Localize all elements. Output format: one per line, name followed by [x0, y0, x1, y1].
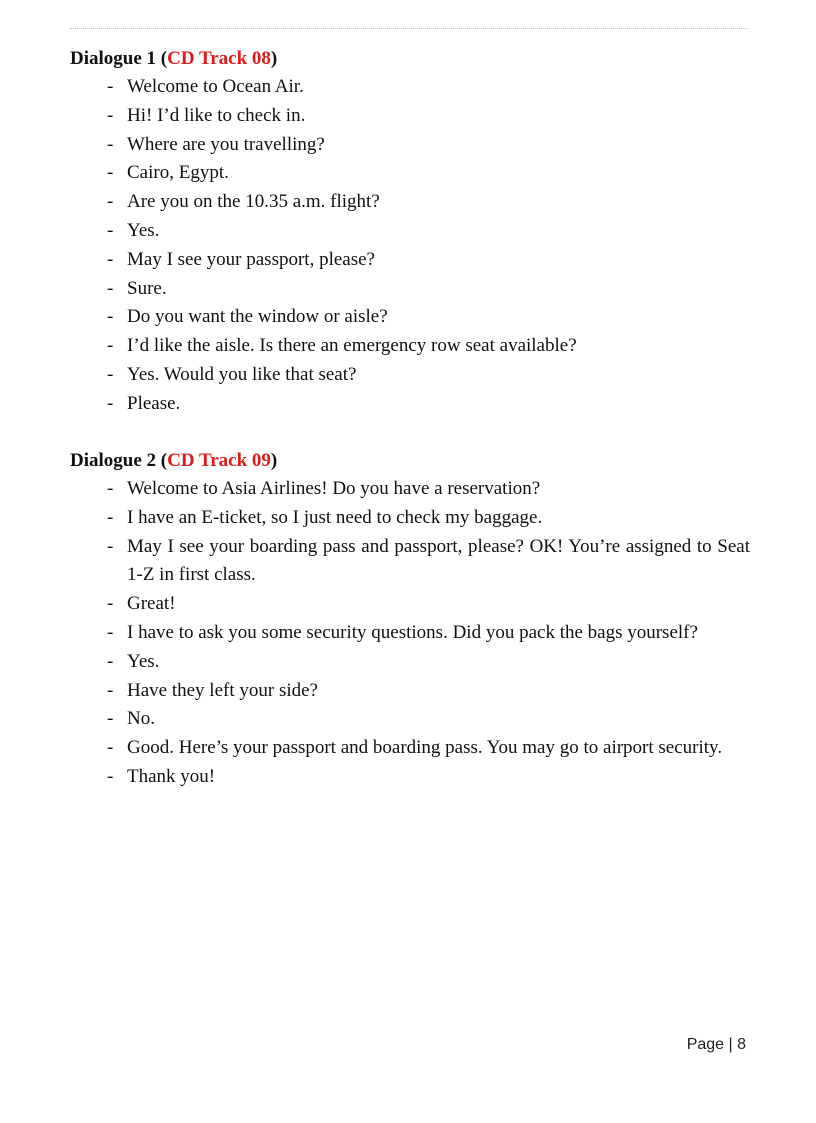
dialogue-line-text: Please.	[127, 392, 181, 414]
dialogue-line	[70, 275, 750, 304]
dialogue-line	[70, 188, 750, 217]
bullet-dash: -	[107, 679, 114, 701]
dialogue-line-text: Yes.	[127, 650, 160, 672]
dialogue-line-text: No.	[127, 708, 155, 730]
dialogue-2-section	[70, 447, 750, 792]
dialogue-1-section	[70, 45, 750, 419]
dialogue-line-text: Welcome to Ocean Air.	[127, 76, 304, 97]
dialogue-line-text: I have an E-ticket, so I just need to check my baggage.	[127, 506, 543, 528]
bullet-dash: -	[107, 306, 114, 328]
page-number: Page | 8	[686, 1036, 746, 1053]
dialogue-line	[70, 332, 750, 361]
dialogue-line	[70, 705, 750, 734]
bullet-dash: -	[107, 248, 114, 270]
dialogue-line	[70, 246, 750, 275]
dialogue-line	[70, 734, 750, 763]
dialogue-line-text: May I see your passport, please?	[127, 248, 375, 270]
dialogue-line	[70, 390, 750, 419]
dialogue-line-text: Great!	[127, 593, 176, 615]
dialogue-line	[70, 73, 750, 102]
bullet-dash: -	[107, 162, 114, 184]
dialogue-line-text: Where are you travelling?	[127, 133, 325, 155]
dialogue-1-open-paren: (	[156, 48, 168, 69]
dialogue-line-text: Hi! I’d like to check in.	[127, 104, 306, 126]
dialogue-line	[70, 102, 750, 131]
dialogue-line	[70, 619, 750, 648]
dialogue-2-track-link: CD Track 09	[167, 450, 271, 471]
dialogue-2-close-paren: )	[270, 450, 278, 471]
dialogue-line-text: Yes. Would you like that seat?	[127, 363, 357, 385]
dialogue-line-text: Welcome to Asia Airlines! Do you have a reservation?	[127, 478, 541, 499]
bullet-dash: -	[107, 219, 114, 241]
dialogue-2-lines	[70, 475, 750, 792]
dialogue-line-text: Thank you!	[127, 765, 216, 787]
dialogue-line-text: Cairo, Egypt.	[127, 162, 229, 184]
dialogue-line	[70, 590, 750, 619]
dialogue-line	[70, 217, 750, 246]
dialogue-line	[70, 677, 750, 706]
bullet-dash: -	[107, 335, 114, 357]
bullet-dash: -	[107, 650, 114, 672]
bullet-dash: -	[107, 708, 114, 730]
bullet-dash: -	[107, 191, 114, 213]
dialogue-line-text: Yes.	[127, 219, 160, 241]
bullet-dash: -	[107, 363, 114, 385]
bullet-dash: -	[107, 621, 114, 643]
dialogue-2-heading	[70, 447, 750, 475]
bullet-dash: -	[107, 506, 114, 528]
dialogue-line	[70, 475, 750, 504]
dialogue-line-text: Have they left your side?	[127, 679, 318, 701]
dialogue-line	[70, 648, 750, 677]
dialogue-line-text: Do you want the window or aisle?	[127, 306, 388, 328]
dialogue-line-text: I have to ask you some security questions. Did you pack the bags yourself?	[127, 621, 698, 643]
dialogue-2-open-paren: (	[156, 450, 168, 471]
dialogue-line	[70, 504, 750, 533]
dialogue-line-text: Good. Here’s your passport and boarding pass. You may go to airport security.	[127, 737, 723, 759]
dialogue-1-title: Dialogue 1	[70, 48, 157, 69]
dialogue-1-lines	[70, 73, 750, 419]
dialogue-line	[70, 303, 750, 332]
dialogue-1-track-link: CD Track 08	[167, 48, 271, 69]
dialogue-line-text: I’d like the aisle. Is there an emergency row seat available?	[127, 335, 577, 357]
bullet-dash: -	[107, 277, 114, 299]
dialogue-line	[70, 159, 750, 188]
dialogue-line-text: Sure.	[127, 277, 167, 299]
dialogue-line-text: Are you on the 10.35 a.m. flight?	[127, 191, 380, 213]
bullet-dash: -	[107, 133, 114, 155]
dialogue-line	[70, 763, 750, 792]
dialogue-2-title: Dialogue 2	[70, 450, 157, 471]
dialogue-line-text: May I see your boarding pass and passport, please? OK! You’re assigned to Seat 1-Z in first class.	[127, 535, 750, 586]
bullet-dash: -	[107, 104, 114, 126]
bullet-dash: -	[107, 478, 114, 499]
dialogue-line	[70, 131, 750, 160]
bullet-dash: -	[107, 392, 114, 414]
dialogue-line	[70, 361, 750, 390]
bullet-dash: -	[107, 765, 114, 787]
bullet-dash: -	[107, 76, 114, 97]
dialogue-line	[70, 533, 750, 591]
bullet-dash: -	[107, 593, 114, 615]
bullet-dash: -	[107, 535, 114, 557]
header-divider	[70, 28, 748, 29]
dialogue-1-heading	[70, 45, 750, 73]
dialogue-1-close-paren: )	[270, 48, 278, 69]
bullet-dash: -	[107, 737, 114, 759]
